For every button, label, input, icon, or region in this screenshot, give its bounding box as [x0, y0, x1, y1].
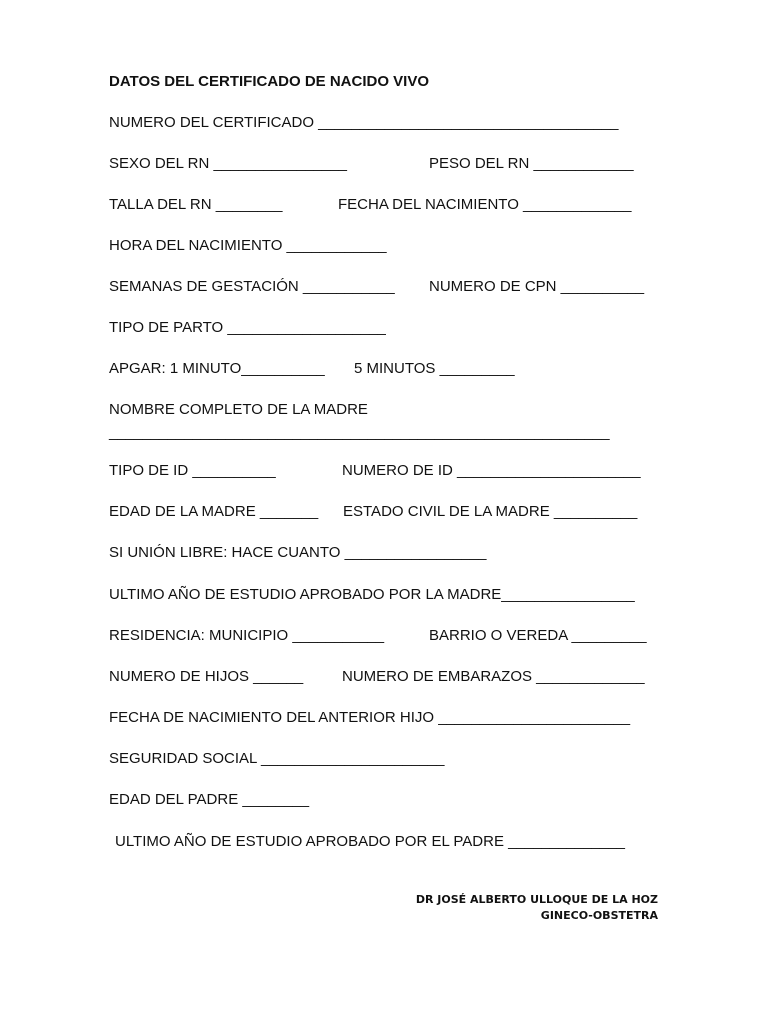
- field-nombre-madre-line: ____________________________________________________________: [109, 424, 610, 441]
- field-tipo-id: TIPO DE ID __________: [109, 462, 276, 479]
- field-semanas-gestacion: SEMANAS DE GESTACIÓN ___________: [109, 278, 395, 295]
- field-union-libre: SI UNIÓN LIBRE: HACE CUANTO _________________: [109, 544, 487, 561]
- field-hora-nacimiento: HORA DEL NACIMIENTO ____________: [109, 237, 387, 254]
- field-apgar-5-minutos: 5 MINUTOS _________: [354, 360, 515, 377]
- field-apgar-1-minuto: APGAR: 1 MINUTO__________: [109, 360, 325, 377]
- field-numero-hijos: NUMERO DE HIJOS ______: [109, 668, 304, 685]
- field-tipo-parto: TIPO DE PARTO ___________________: [109, 319, 386, 336]
- field-estado-civil: ESTADO CIVIL DE LA MADRE __________: [343, 503, 638, 520]
- field-fecha-anterior-hijo: FECHA DE NACIMIENTO DEL ANTERIOR HIJO _______________________: [109, 709, 631, 726]
- field-estudio-madre: ULTIMO AÑO DE ESTUDIO APROBADO POR LA MADRE________________: [109, 586, 635, 603]
- field-numero-id: NUMERO DE ID ______________________: [342, 462, 641, 479]
- field-sexo-rn: SEXO DEL RN ________________: [109, 155, 347, 172]
- field-barrio-vereda: BARRIO O VEREDA _________: [429, 627, 647, 644]
- field-edad-madre: EDAD DE LA MADRE _______: [109, 503, 319, 520]
- field-seguridad-social: SEGURIDAD SOCIAL ______________________: [109, 750, 445, 767]
- field-numero-embarazos: NUMERO DE EMBARAZOS _____________: [342, 668, 645, 685]
- field-estudio-padre: ULTIMO AÑO DE ESTUDIO APROBADO POR EL PADRE ______________: [115, 833, 625, 850]
- document-title: DATOS DEL CERTIFICADO DE NACIDO VIVO: [109, 73, 430, 90]
- field-residencia-municipio: RESIDENCIA: MUNICIPIO ___________: [109, 627, 385, 644]
- signature-name: DR JOSÉ ALBERTO ULLOQUE DE LA HOZ: [415, 893, 658, 906]
- field-nombre-madre: NOMBRE COMPLETO DE LA MADRE: [109, 401, 368, 418]
- field-numero-certificado: NUMERO DEL CERTIFICADO ____________________________________: [109, 114, 619, 131]
- field-numero-cpn: NUMERO DE CPN __________: [429, 278, 645, 295]
- field-peso-rn: PESO DEL RN ____________: [429, 155, 634, 172]
- field-edad-padre: EDAD DEL PADRE ________: [109, 791, 310, 808]
- field-talla-rn: TALLA DEL RN ________: [109, 196, 283, 213]
- field-fecha-nacimiento: FECHA DEL NACIMIENTO _____________: [338, 196, 632, 213]
- signature-role: GINECO-OBSTETRA: [540, 909, 658, 922]
